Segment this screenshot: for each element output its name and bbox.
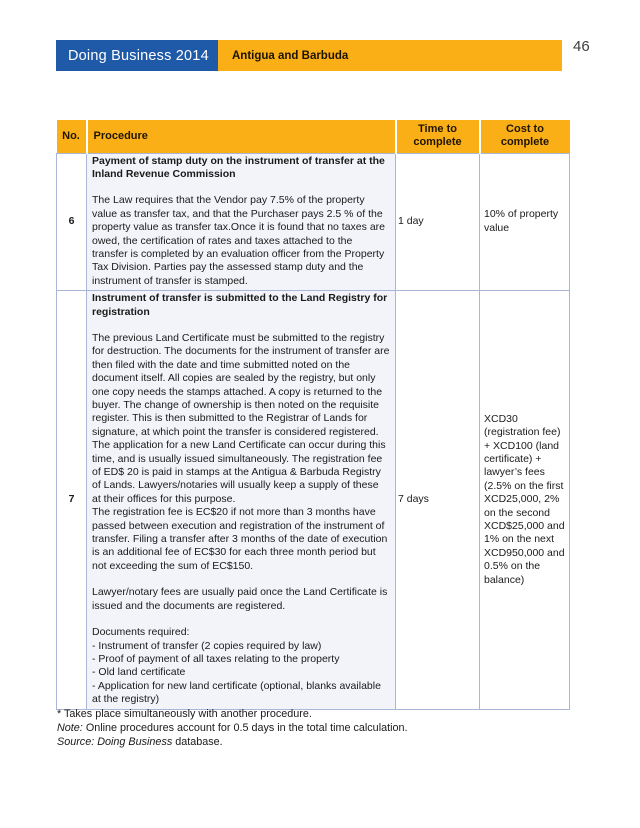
time-to-complete: 7 days — [396, 291, 480, 709]
procedure-number: 7 — [57, 291, 87, 709]
footnote-text: * Takes place simultaneously with another procedure. — [57, 708, 312, 720]
time-to-complete: 1 day — [396, 153, 480, 291]
report-title: Doing Business 2014 — [56, 40, 218, 71]
col-header-no: No. — [57, 120, 87, 153]
footnote-source-title: Doing Business — [97, 736, 173, 748]
procedure-description — [87, 153, 396, 291]
procedure-paragraph: Documents required: — [92, 626, 190, 639]
procedure-paragraph: - Proof of payment of all taxes relating to the property — [92, 652, 340, 665]
procedure-paragraph: - Instrument of transfer (2 copies required by law) — [92, 639, 322, 652]
footnote-source — [57, 735, 557, 749]
procedure-paragraph: - Application for new land certificate (optional, blanks available at the registry) — [92, 679, 381, 706]
table-row-procedure-6 — [57, 153, 570, 291]
procedure-description — [87, 291, 396, 709]
footnote-source-text: database. — [175, 736, 223, 748]
procedure-paragraph: The previous Land Certificate must be submitted to the registry for destruction. The documents for the instrument of transfer are then filed with the date and time submitted noted on the document itself. All copies are sealed by the registry, but only one copy needs the stamps attached. A copy is returned to the buyer. The change of ownership is then noted on the requisite register. This is then submitted to the Registrar of Lands for signature, at which point the transfer is considered registered. The application for a new Land Certificate can occur during this time, and is usually issued simultaneously. The registration fee of ED$ 20 is paid in stamps at the Antigua & Barbuda Registry of Lands. Lawyers/notaries will usually keep a supply of these at their offices for this purpose. — [92, 331, 390, 505]
footnotes — [57, 707, 557, 749]
procedure-number: 6 — [57, 153, 87, 291]
footnote-source-label: Source: — [57, 736, 95, 748]
page-header-band — [56, 40, 562, 71]
col-header-time: Time to complete — [396, 120, 480, 153]
cost-to-complete: XCD30 (registration fee) + XCD100 (land certificate) + lawyer’s fees (2.5% on the first XCD25,000, 2% on the second XCD$25,000 and 1% on the next XCD950,000 and 0.5% on the balance) — [480, 291, 570, 709]
procedures-table — [56, 120, 570, 710]
country-name: Antigua and Barbuda — [218, 40, 562, 71]
table-row-procedure-7 — [57, 291, 570, 709]
procedure-paragraph: - Old land certificate — [92, 666, 186, 679]
procedure-title: Instrument of transfer is submitted to the Land Registry for registration — [92, 292, 388, 318]
procedure-paragraph: Lawyer/notary fees are usually paid once the Land Certificate is issued and the documents are registered. — [92, 586, 388, 612]
procedure-title: Payment of stamp duty on the instrument of transfer at the Inland Revenue Commission — [92, 154, 385, 180]
procedure-paragraph: The registration fee is EC$20 if not more than 3 months have passed between execution and registration of the instrument of transfer. Filing a transfer after 3 months of the date of execution is an additional fee of EC$30 for each three month period but not exceeding the sum of EC$150. — [92, 506, 388, 572]
cost-to-complete: 10% of property value — [480, 153, 570, 291]
footnote-simultaneous — [57, 707, 557, 721]
footnote-note — [57, 721, 557, 735]
table-header-row — [57, 120, 570, 153]
col-header-procedure: Procedure — [87, 120, 396, 153]
col-header-cost: Cost to complete — [480, 120, 570, 153]
footnote-note-text: Online procedures account for 0.5 days in the total time calculation. — [85, 722, 408, 734]
procedure-paragraph: The Law requires that the Vendor pay 7.5% of the property value as transfer tax, and that the Purchaser pays 2.5 % of the property value as transfer tax.Once it is found that no taxes are owed, the certification of rates and taxes attached to the transfer is completed by an evaluation officer from the Property Tax Division. Parties pay the assessed stamp duty and the instrument of transfer is stamped. — [92, 194, 385, 287]
footnote-note-label: Note: — [57, 722, 83, 734]
page-number: 46 — [573, 38, 590, 55]
